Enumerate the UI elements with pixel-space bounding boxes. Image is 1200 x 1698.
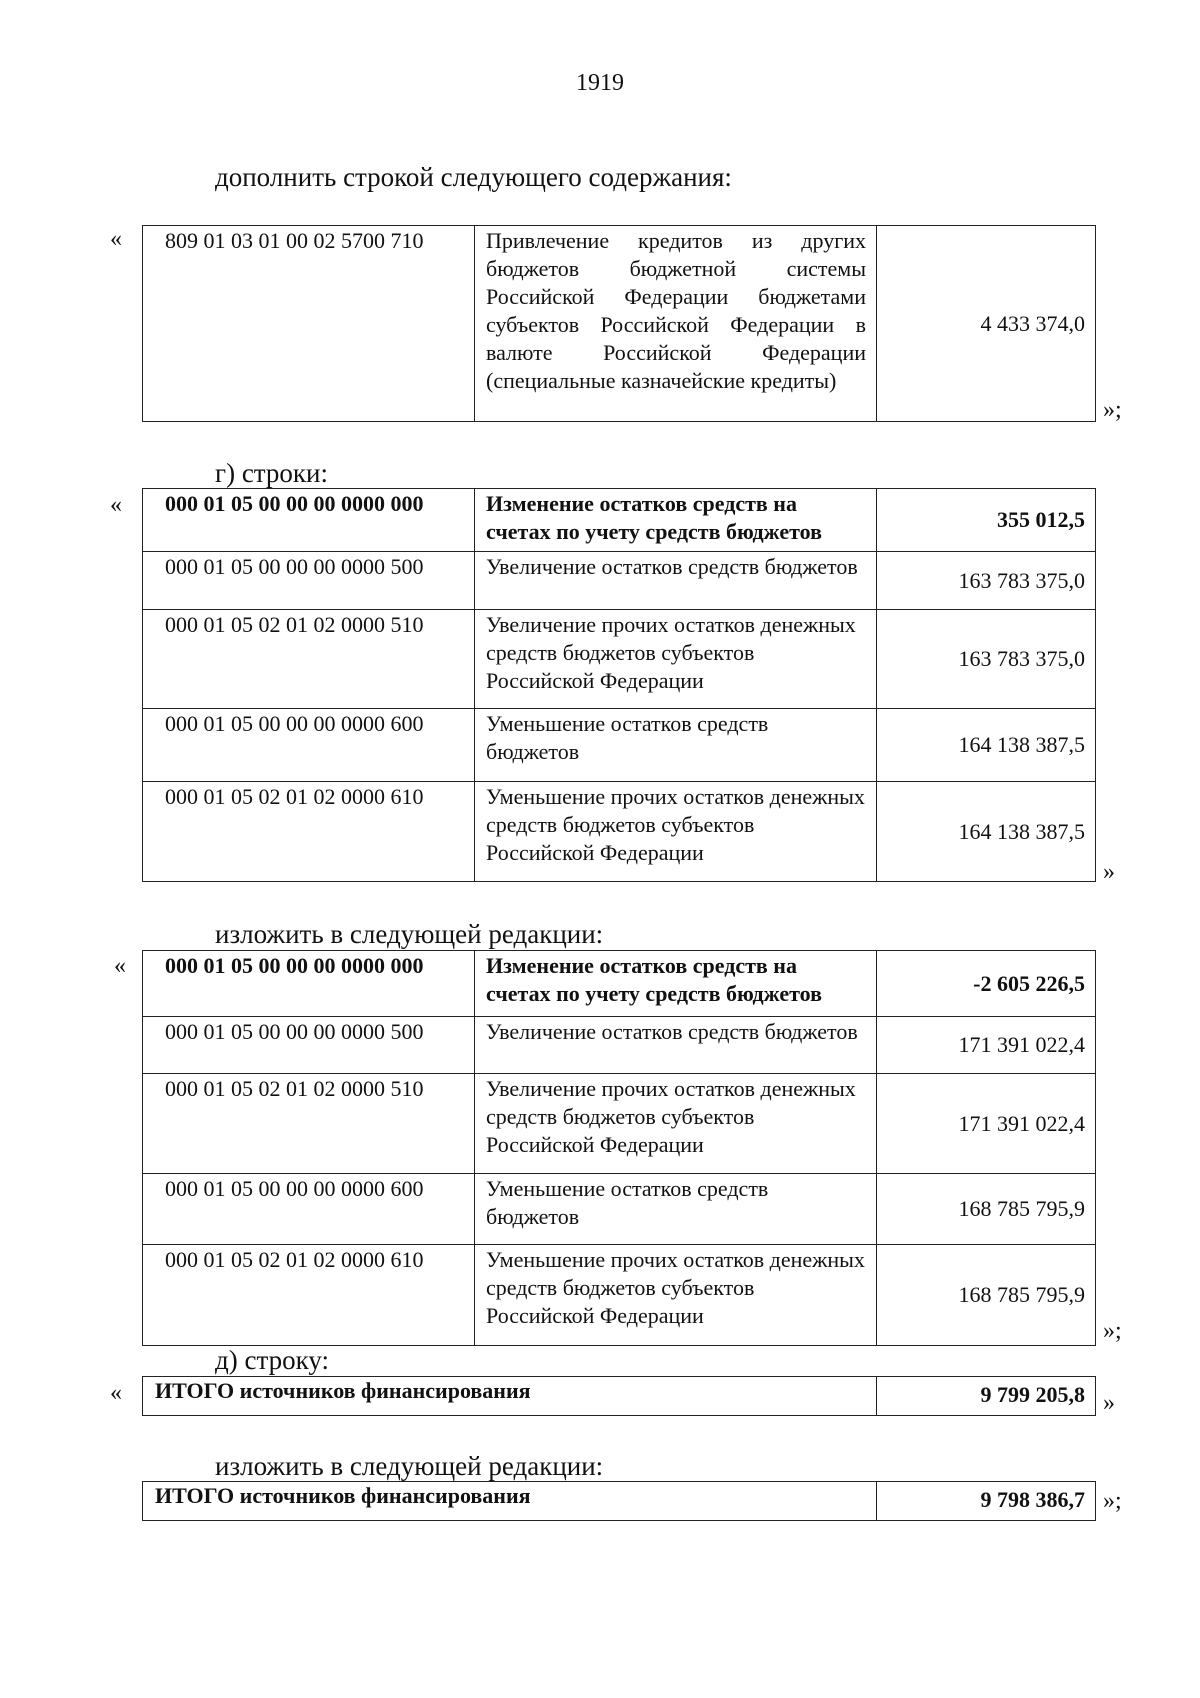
table-row bbox=[143, 1245, 1096, 1346]
code-cell: 000 01 05 00 00 00 0000 600 bbox=[143, 1174, 475, 1245]
table-row bbox=[143, 709, 1096, 782]
edit-label: изложить в следующей редакции: bbox=[215, 919, 604, 949]
open-quote: « bbox=[110, 492, 122, 518]
code-cell: 000 01 05 00 00 00 0000 000 bbox=[143, 951, 475, 1017]
code-cell: 000 01 05 00 00 00 0000 600 bbox=[143, 709, 475, 782]
amount-cell: 171 391 022,4 bbox=[877, 1074, 1096, 1174]
section-d-label: д) строку: bbox=[215, 1345, 329, 1375]
new-total-table bbox=[142, 1481, 1096, 1521]
old-total-table bbox=[142, 1376, 1096, 1416]
code-cell: 000 01 05 00 00 00 0000 500 bbox=[143, 552, 475, 610]
total-amount-cell: 9 799 205,8 bbox=[877, 1377, 1096, 1416]
code-cell: 000 01 05 00 00 00 0000 000 bbox=[143, 489, 475, 552]
table-row bbox=[143, 1174, 1096, 1245]
total-name-cell: ИТОГО источников финансирования bbox=[143, 1377, 877, 1416]
code-cell: 000 01 05 02 01 02 0000 610 bbox=[143, 782, 475, 882]
name-cell: Увеличение прочих остатков денежных средств бюджетов субъектов Российской Федерации bbox=[475, 610, 877, 709]
amount-cell: -2 605 226,5 bbox=[877, 951, 1096, 1017]
table-row bbox=[143, 610, 1096, 709]
name-cell: Привлечение кредитов из других бюджетов бюджетной системы Российской Федерации бюджетами субъектов Российской Федерации в валюте Российской Федерации (специальные казначейские кредиты) bbox=[475, 226, 877, 422]
code-cell: 809 01 03 01 00 02 5700 710 bbox=[143, 226, 475, 422]
amount-cell: 164 138 387,5 bbox=[877, 709, 1096, 782]
table-row bbox=[143, 226, 1096, 422]
open-quote: « bbox=[114, 953, 126, 979]
code-cell: 000 01 05 02 01 02 0000 510 bbox=[143, 1074, 475, 1174]
amount-cell: 168 785 795,9 bbox=[877, 1245, 1096, 1346]
amount-cell: 171 391 022,4 bbox=[877, 1017, 1096, 1074]
close-quote: » bbox=[1103, 859, 1115, 885]
table-row bbox=[143, 1482, 1096, 1521]
close-quote: »; bbox=[1103, 1318, 1122, 1344]
table-row bbox=[143, 1074, 1096, 1174]
table-row bbox=[143, 1377, 1096, 1416]
new-row-table bbox=[142, 225, 1096, 422]
open-quote: « bbox=[110, 1380, 122, 1406]
section-g-new-table bbox=[142, 950, 1096, 1346]
open-quote: « bbox=[110, 226, 122, 252]
name-cell: Уменьшение остатков средств бюджетов bbox=[475, 1174, 877, 1245]
total-name-cell: ИТОГО источников финансирования bbox=[143, 1482, 877, 1521]
table-row bbox=[143, 552, 1096, 610]
amount-cell: 168 785 795,9 bbox=[877, 1174, 1096, 1245]
close-quote: » bbox=[1103, 1390, 1115, 1416]
name-cell: Уменьшение остатков средств бюджетов bbox=[475, 709, 877, 782]
amount-cell: 4 433 374,0 bbox=[877, 226, 1096, 422]
name-cell: Увеличение остатков средств бюджетов bbox=[475, 1017, 877, 1074]
code-cell: 000 01 05 02 01 02 0000 510 bbox=[143, 610, 475, 709]
table-row bbox=[143, 1017, 1096, 1074]
total-amount-cell: 9 798 386,7 bbox=[877, 1482, 1096, 1521]
name-cell: Уменьшение прочих остатков денежных средств бюджетов субъектов Российской Федерации bbox=[475, 782, 877, 882]
name-cell: Увеличение остатков средств бюджетов bbox=[475, 552, 877, 610]
intro-text: дополнить строкой следующего содержания: bbox=[215, 162, 732, 192]
section-d-edit-label: изложить в следующей редакции: bbox=[215, 1451, 604, 1481]
name-cell: Увеличение прочих остатков денежных средств бюджетов субъектов Российской Федерации bbox=[475, 1074, 877, 1174]
section-g-table bbox=[142, 488, 1096, 882]
name-cell: Уменьшение прочих остатков денежных средств бюджетов субъектов Российской Федерации bbox=[475, 1245, 877, 1346]
close-quote: »; bbox=[1103, 397, 1122, 423]
table-row bbox=[143, 951, 1096, 1017]
name-cell: Изменение остатков средств на счетах по учету средств бюджетов bbox=[475, 951, 877, 1017]
table-row bbox=[143, 489, 1096, 552]
amount-cell: 163 783 375,0 bbox=[877, 552, 1096, 610]
name-cell: Изменение остатков средств на счетах по учету средств бюджетов bbox=[475, 489, 877, 552]
close-quote: »; bbox=[1103, 1488, 1122, 1514]
amount-cell: 164 138 387,5 bbox=[877, 782, 1096, 882]
table-row bbox=[143, 782, 1096, 882]
amount-cell: 355 012,5 bbox=[877, 489, 1096, 552]
amount-cell: 163 783 375,0 bbox=[877, 610, 1096, 709]
page-number: 1919 bbox=[576, 70, 624, 96]
code-cell: 000 01 05 00 00 00 0000 500 bbox=[143, 1017, 475, 1074]
section-g-label: г) строки: bbox=[215, 458, 328, 488]
code-cell: 000 01 05 02 01 02 0000 610 bbox=[143, 1245, 475, 1346]
